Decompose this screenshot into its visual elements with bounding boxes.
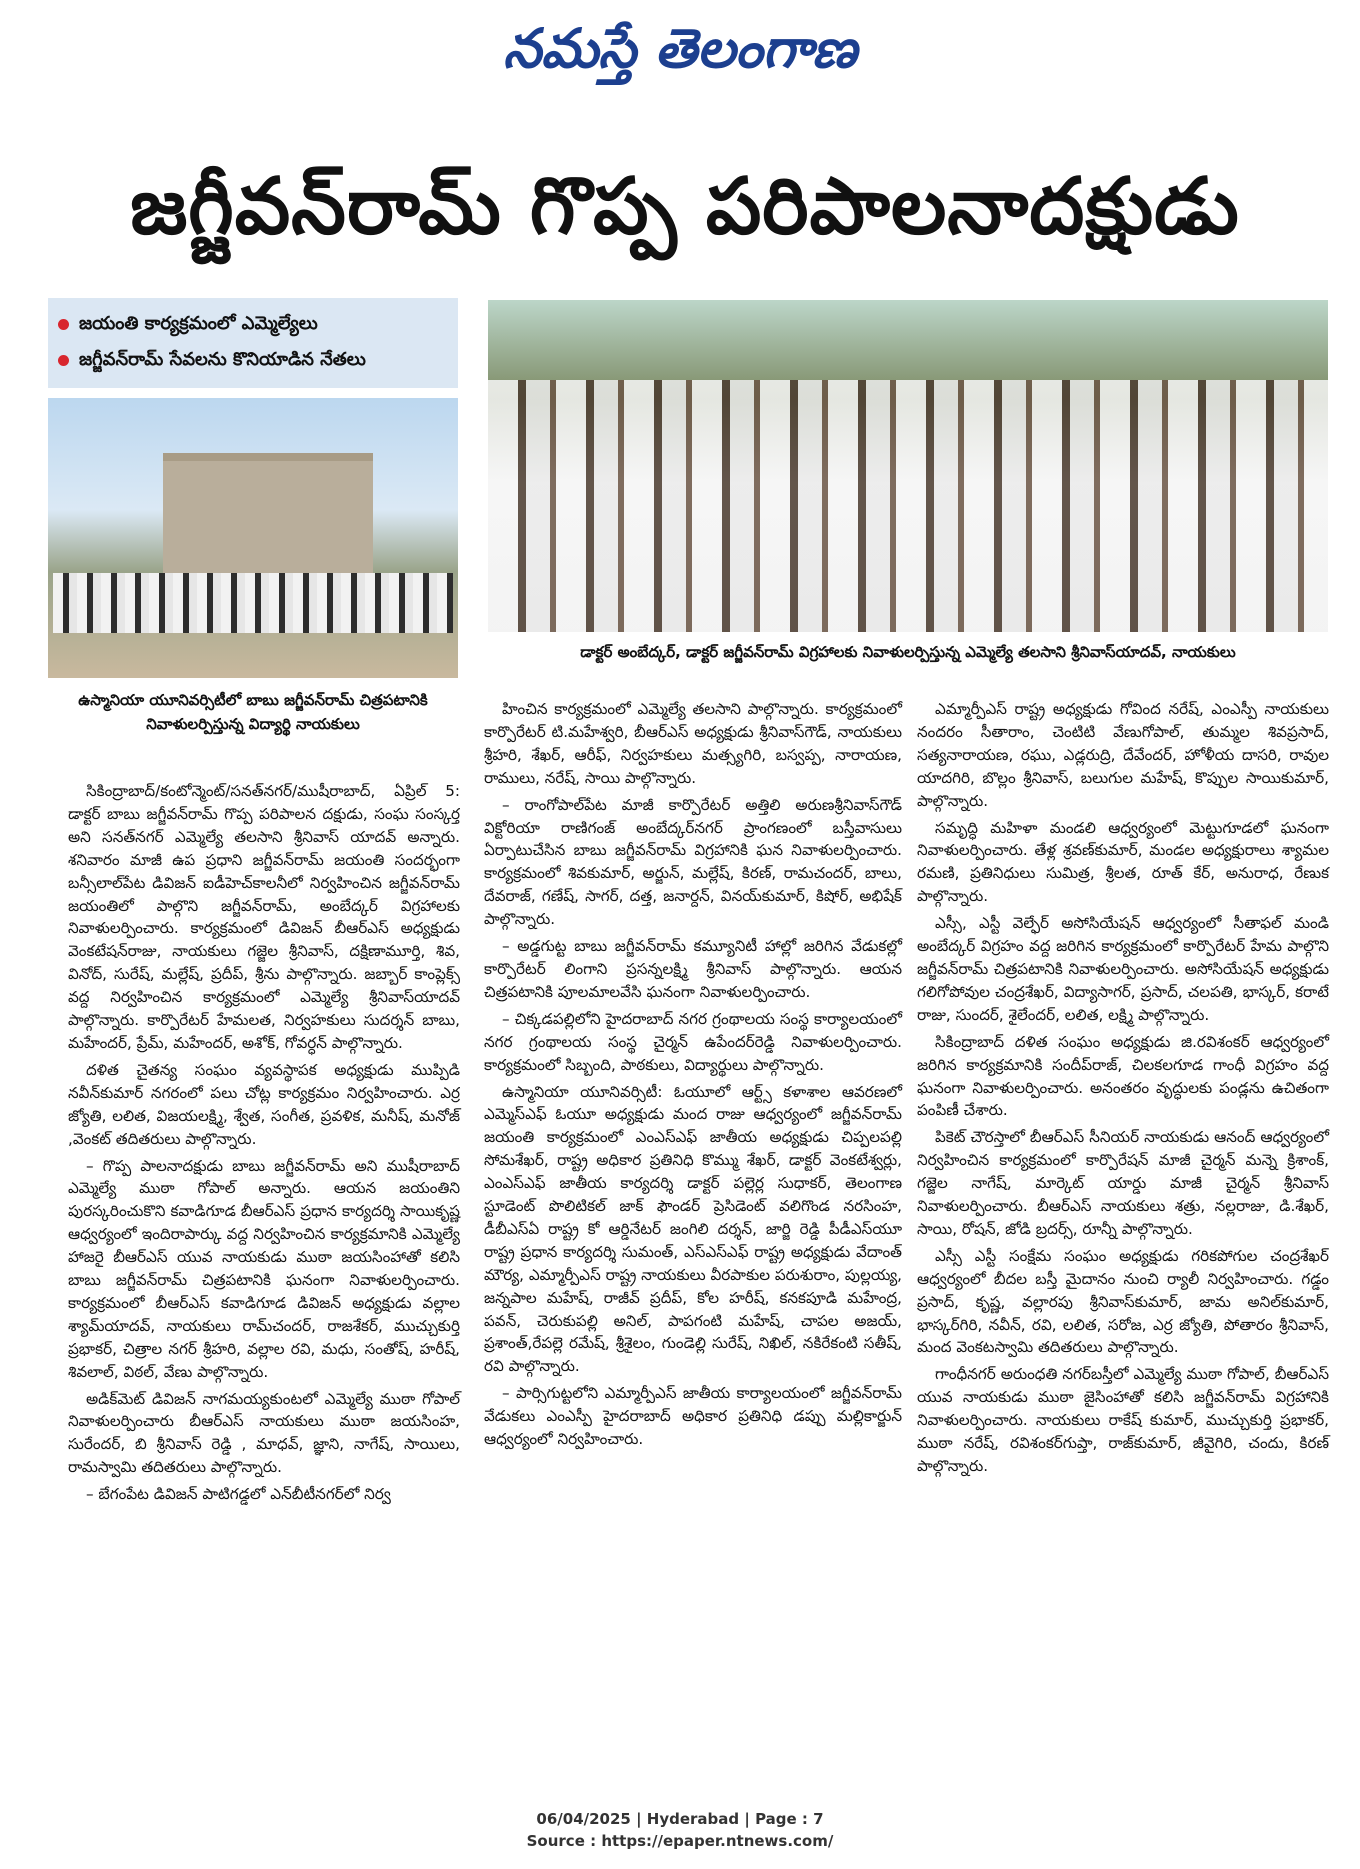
photo-caption-left: ఉస్మానియా యూనివర్సిటీలో బాబు జగ్జీవన్‌రామ్ చిత్రపటానికి నివాళులర్పిస్తున్న విద్యార్థి నాయకులు	[78, 691, 428, 733]
highlight-item: జయంతి కార్యక్రమంలో ఎమ్మెల్యేలు	[58, 306, 448, 342]
paragraph: – రాంగోపాల్‌పేట మాజీ కార్పొరేటర్ అత్తిలి అరుణశ్రీనివాస్‌గౌడ్ విక్టోరియా రాణిగంజ్ అంబేద్కర్‌నగర్ ప్రాంగణంలో బస్తీవాసులు ఏర్పాటుచేసిన బాబు జగ్జీవన్‌రామ్ విగ్రహానికి ఘన నివాళులర్పించారు. కార్యక్రమంలో శివకుమార్, అర్జున్, మల్లేష్, కిరణ్, రామచందర్, బాలు, దేవరాజ్, గణేష్, సాగర్, దత్త, జనార్దన్, వినయ్‌కుమార్, కిషోర్, అభిషేక్ పాల్గొన్నారు.	[484, 795, 902, 929]
headline: జగ్జీవన్‌రామ్ గొప్ప పరిపాలనాదక్షుడు	[130, 162, 1240, 252]
paragraph: దళిత చైతన్య సంఘం వ్యవస్థాపక అధ్యక్షుడు ముప్పిడి నవీన్‌కుమార్ నగరంలో పలు చోట్ల కార్యక్రమం నిర్వహించారు. ఎర్ర జ్యోతి, లలిత, విజయలక్ష్మి, శ్వేత, సంగీత, ప్రవళిక, మనీష్, మనోజ్ ,వెంకట్ తదితరులు పాల్గొన్నారు.	[68, 1060, 460, 1148]
photo-caption-right: డాక్టర్ అంబేద్కర్, డాక్టర్ జగ్జీవన్‌రామ్ విగ్రహాలకు నివాళులర్పిస్తున్న ఎమ్మెల్యే తలసాని శ్రీనివాస్‌యాదవ్, నాయకులు	[580, 643, 1236, 661]
paragraph: ఎస్సీ, ఎస్టీ వెల్ఫేర్ అసోసియేషన్ ఆధ్వర్యంలో సీతాఫల్ మండి అంబేద్కర్ విగ్రహం వద్ద జరిగిన కార్యక్రమంలో కార్పొరేటర్ హేమ పాల్గొని జగ్జీవన్‌రామ్ చిత్రపటానికి నివాళులర్పించారు. అసోసియేషన్ అధ్యక్షుడు గలిగోపోవుల చంద్రశేఖర్, విద్యాసాగర్, ప్రసాద్, చలపతి, భాస్కర్, కరాటే రాజు, సుందర్, శైలేందర్, లలిత, లక్ష్మి పాల్గొన్నారు.	[917, 914, 1329, 1024]
paragraph: ఎస్సీ ఎస్టీ సంక్షేమ సంఘం అధ్యక్షుడు గరికపోగుల చంద్రశేఖర్ ఆధ్వర్యంలో బీదల బస్తీ మైదానం నుంచి ర్యాలీ నిర్వహించారు. గడ్డం ప్రసాద్, కృష్ణ, వల్లారపు శ్రీనివాస్‌కుమార్, జామ అనిల్‌కుమార్, భాస్కర్‌గిరి, నవీన్, రవి, లలిత, సరోజ, ఎర్ర జ్యోతి, పోతారం శ్రీనివాస్, మంద వెంకటస్వామి తదితరులు పాల్గొన్నారు.	[917, 1246, 1329, 1357]
paragraph: హించిన కార్యక్రమంలో ఎమ్మెల్యే తలసాని పాల్గొన్నారు. కార్యక్రమంలో కార్పొరేటర్ టి.మహేశ్వరి, బీఆర్‌ఎస్ అధ్యక్షుడు శ్రీనివాస్‌గౌడ్, నాయకులు శ్రీహరి, శేఖర్, ఆరీఫ్, నిర్వహకులు మత్స్యగిరి, బస్వప్ప, నారాయణ, రాములు, నరేష్, సాయి పాల్గొన్నారు.	[484, 700, 902, 787]
article-column-1	[68, 780, 460, 1510]
highlights-box	[48, 298, 458, 388]
page-footer	[0, 1808, 1360, 1852]
paragraph: – గొప్ప పాలనాదక్షుడు బాబు జగ్జీవన్‌రామ్ అని ముషీరాబాద్ ఎమ్మెల్యే ముఠా గోపాల్ అన్నారు. ఆయన జయంతిని పురస్కరించుకొని కవాడిగూడ బీఆర్‌ఎస్ ప్రధాన కార్యదర్శి సాయికృష్ణ ఆధ్వర్యంలో ఇందిరాపార్కు వద్ద నిర్వహించిన కార్యక్రమానికి ఎమ్మెల్యే హాజరై బీఆర్‌ఎస్ యువ నాయకుడు ముఠా జయసింహాతో కలిసి బాబు జగ్జీవన్‌రామ్ చిత్రపటానికి ఘనంగా నివాళులర్పించారు. కార్యక్రమంలో బీఆర్‌ఎస్ కవాడిగూడ డివిజన్ అధ్యక్షుడు వల్లాల శ్యామ్‌యాదవ్, నాయకులు రామ్‌చందర్, రాజశేకర్, ముచ్చుకుర్తి ప్రభాకర్, చిత్రాల నగర్ శ్రీహరి, వల్లాల రవి, మధు, సంతోష్, హరీష్, శివలాల్, విఠల్, వేణు పాల్గొన్నారు.	[68, 1156, 460, 1381]
bullet-icon	[58, 319, 69, 330]
paragraph: ఉస్మానియా యూనివర్సిటీ: ఓయూలో ఆర్ట్స్ కళాశాల ఆవరణలో ఎమ్మెస్ఎఫ్ ఓయూ అధ్యక్షుడు మంద రాజు ఆధ్వర్యంలో జగ్జీవన్‌రామ్ జయంతి కార్యక్రమంలో ఎంఎస్ఎఫ్ జాతీయ అధ్యక్షుడు చిప్పలపల్లి సోమశేఖర్, రాష్ట్ర అధికార ప్రతినిధి కొమ్ము శేఖర్, డాక్టర్ వెంకటేశ్వర్లు, ఎంఎస్ఎఫ్ జాతీయ కార్యదర్శి డాక్టర్ పల్లెర్ల సుధాకర్, తెలంగాణ స్టూడెంట్ పొలిటికల్ జాక్ ఫౌండర్ ప్రెసిడెంట్ వలిగొండ నరసింహ, డీబీఎస్ఏ రాష్ట్ర కో ఆర్డినేటర్ జంగిలి దర్శన్, జార్జి రెడ్డి పీడీఎస్‌యూ రాష్ట్ర ప్రధాన కార్యదర్శి సుమంత్, ఎస్ఎస్ఎఫ్ రాష్ట్ర అధ్యక్షుడు వేదాంత్ మౌర్య, ఎమ్మార్పీఎస్ రాష్ట్ర నాయకులు వీరపాకుల పరుశురాం, పుల్లయ్య, జన్నపాల మహేష్, రాజీవ్ ప్రదీప్, కోల హరీష్, కనకపూడి మహేంద్ర, పవన్, చెరుకుపల్లి అనిల్, పాపగంటి మహేష్, చాపల అజయ్, ప్రశాంత్,రేపల్లె రమేష్, శ్రీశైలం, గుండెల్లి సురేష్, నిఖిల్, నకిరేకంటి సతీష్, రవి పాల్గొన్నారు.	[484, 1082, 903, 1376]
paragraph: సమృద్ధి మహిళా మండలి ఆధ్వర్యంలో మెట్టుగూడలో ఘనంగా నివాళులర్పించారు. తేళ్ల శ్రవణ్‌కుమార్, మండల అధ్యక్షురాలు శ్యామల రమణి, ప్రతినిధులు సుమిత్ర, శ్రీలత, రూత్ కేర్, అనురాధ, రేణుక పాల్గొన్నారు.	[917, 818, 1329, 906]
footer-date-page: 06/04/2025 | Hyderabad | Page : 7	[536, 1810, 824, 1828]
paragraph: పికెట్ చౌరస్తాలో బీఆర్‌ఎస్ సీనియర్ నాయకుడు ఆనంద్ ఆధ్వర్యంలో నిర్వహించిన కార్యక్రమంలో కార్పొరేషన్ మాజీ చైర్మన్ మన్నె క్రిశాంక్, గజ్జెల నాగేష్, మార్కెట్ యార్డు మాజీ చైర్మన్ శ్రీనివాస్ నివాళులర్పించారు. బీఆర్‌ఎస్ నాయకులు శత్రు, నల్లరాజు, డి.శేఖర్, సాయి, రోషన్, జోడి బ్రదర్స్, రూన్నీ పాల్గొన్నారు.	[917, 1128, 1329, 1238]
paragraph: – అడ్డగుట్ట బాబు జగ్జీవన్‌రామ్ కమ్యూనిటీ హాల్లో జరిగిన వేడుకల్లో కార్పొరేటర్ లింగాని ప్రసన్నలక్ష్మి శ్రీనివాస్ పాల్గొన్నారు. ఆయన చిత్రపటానికి పూలమాలవేసి ఘనంగా నివాళులర్పించారు.	[484, 937, 902, 1001]
paragraph: – పార్సిగుట్టలోని ఎమ్మార్పీఎస్ జాతీయ కార్యాలయంలో జగ్జీవన్‌రామ్ వేడుకలు ఎంఎస్పీ హైదరాబాద్ అధికార ప్రతినిధి డప్పు మల్లికార్జున్ ఆధ్వర్యంలో నిర్వహించారు.	[484, 1384, 902, 1449]
photo-statue-tribute	[488, 300, 1328, 632]
paragraph: సికింద్రాబాద్ దళిత సంఘం అధ్యక్షుడు జి.రవిశంకర్ ఆధ్వర్యంలో జరిగిన కార్యక్రమానికి సందీప్‌రాజ్, చిలకలగూడ గాంధీ విగ్రహం వద్ద ఘనంగా నివాళులర్పించారు. అనంతరం వృద్ధులకు పండ్లను ఉచితంగా పంపిణీ చేశారు.	[917, 1032, 1329, 1120]
masthead-logo: నమస్తే తెలంగాణ	[503, 16, 857, 80]
article-column-2	[484, 698, 902, 1455]
paragraph: అడిక్‌మెట్ డివిజన్ నాగమయ్యకుంటలో ఎమ్మెల్యే ముఠా గోపాల్ నివాళులర్పించారు బీఆర్‌ఎస్ నాయకులు ముఠా జయసింహ, సురేందర్, బి శ్రీనివాస్ రెడ్డి , మాధవ్, జ్ఞాని, నాగేష్, సాయిలు, రామస్వామి తదితరులు పాల్గొన్నారు.	[68, 1389, 460, 1477]
footer-source: Source : https://epaper.ntnews.com/	[526, 1832, 834, 1850]
article-column-3	[917, 698, 1329, 1482]
photo-building-shape	[163, 453, 373, 581]
photo-crowd-shape	[488, 380, 1328, 632]
highlight-item: జగ్జీవన్‌రామ్ సేవలను కొనియాడిన నేతలు	[58, 342, 448, 378]
paragraph: – చిక్కడపల్లిలోని హైదరాబాద్ నగర గ్రంథాలయ సంస్థ కార్యాలయంలో నగర గ్రంథాలయ సంస్థ చైర్మన్ ఉపేందర్‌రెడ్డి నివాళులర్పించారు. కార్యక్రమంలో సిబ్బంది, పాఠకులు, విద్యార్థులు పాల్గొన్నారు.	[484, 1009, 902, 1074]
paragraph: సికింద్రాబాద్/కంటోన్మెంట్/సనత్‌నగర్/ముషీరాబాద్, ఏప్రిల్ 5: డాక్టర్ బాబు జగ్జీవన్‌రామ్ గొప్ప పరిపాలన దక్షుడు, సంఘ సంస్కర్త అని సనత్‌నగర్ ఎమ్మెల్యే తలసాని శ్రీనివాస్ యాదవ్ అన్నారు. శనివారం మాజీ ఉప ప్రధాని జగ్జీవన్‌రామ్ జయంతి సందర్భంగా బన్సీలాల్‌పేట డివిజన్ ఐడీహెచ్‌కాలనీలో నిర్వహించిన జగ్జీవన్‌రామ్ జయంతిలో పాల్గొని జగ్జీవన్‌రామ్, అంబేద్కర్ విగ్రహాలకు నివాళులర్పించారు. కార్యక్రమంలో డివిజన్ బీఆర్‌ఎస్ అధ్యక్షుడు వెంకటేషన్‌రాజు, నాయకులు గజ్జెల శ్రీనివాస్, దక్షిణామూర్తి, శివ, వినోద్, సురేష్, మల్లేష్, ప్రదీప్, శ్రీను పాల్గొన్నారు. జబ్బార్ కాంప్లెక్స్ వద్ద నిర్వహించిన కార్యక్రమంలో ఎమ్మెల్యే శ్రీనివాస్‌యాదవ్ పాల్గొన్నారు. కార్పొరేటర్ హేమలత, నిర్వహకులు సుదర్శన్ బాబు, మహేందర్, ప్రేమ్, మహేందర్, అశోక్, గోవర్ధన్ పాల్గొన్నారు.	[68, 782, 460, 1052]
paragraph: ఎమ్మార్పీఎస్ రాష్ట్ర అధ్యక్షుడు గోవింద నరేష్, ఎంఎస్పీ నాయకులు నందరం సీతారాం, చెంటిటి వేణుగోపాల్, తుమ్మల శివప్రసాద్, సత్యనారాయణ, రఘు, ఎడ్లరుద్రి, దేవేందర్, హోళీయ దాసరి, రావుల యాదగిరి, బొల్లం శ్రీనివాస్, బలుగుల మహేష్, కొప్పుల సాయికుమార్, పాల్గొన్నారు.	[917, 700, 1329, 810]
photo-osmania-university	[48, 398, 458, 678]
bullet-icon	[58, 355, 69, 366]
photo-crowd-shape	[53, 573, 453, 633]
paragraph: గాంధీనగర్ అరుంధతి నగర్‌బస్తీలో ఎమ్మెల్యే ముఠా గోపాల్, బీఆర్‌ఎస్ యువ నాయకుడు ముఠా జైసింహాతో కలిసి జగ్జీవన్‌రామ్ విగ్రహానికి నివాళులర్పించారు. నాయకులు రాకేష్ కుమార్, ముచ్చుకుర్తి ప్రభాకర్, ముఠా నరేష్, రవిశంకర్‌గుప్తా, రాజ్‌కుమార్, జీవైగిరి, చందు, కిరణ్ పాల్గొన్నారు.	[917, 1365, 1329, 1475]
paragraph: – బేగంపేట డివిజన్ పాటిగడ్డలో ఎన్‌బీటీనగర్‌లో నిర్వ	[86, 1485, 391, 1504]
